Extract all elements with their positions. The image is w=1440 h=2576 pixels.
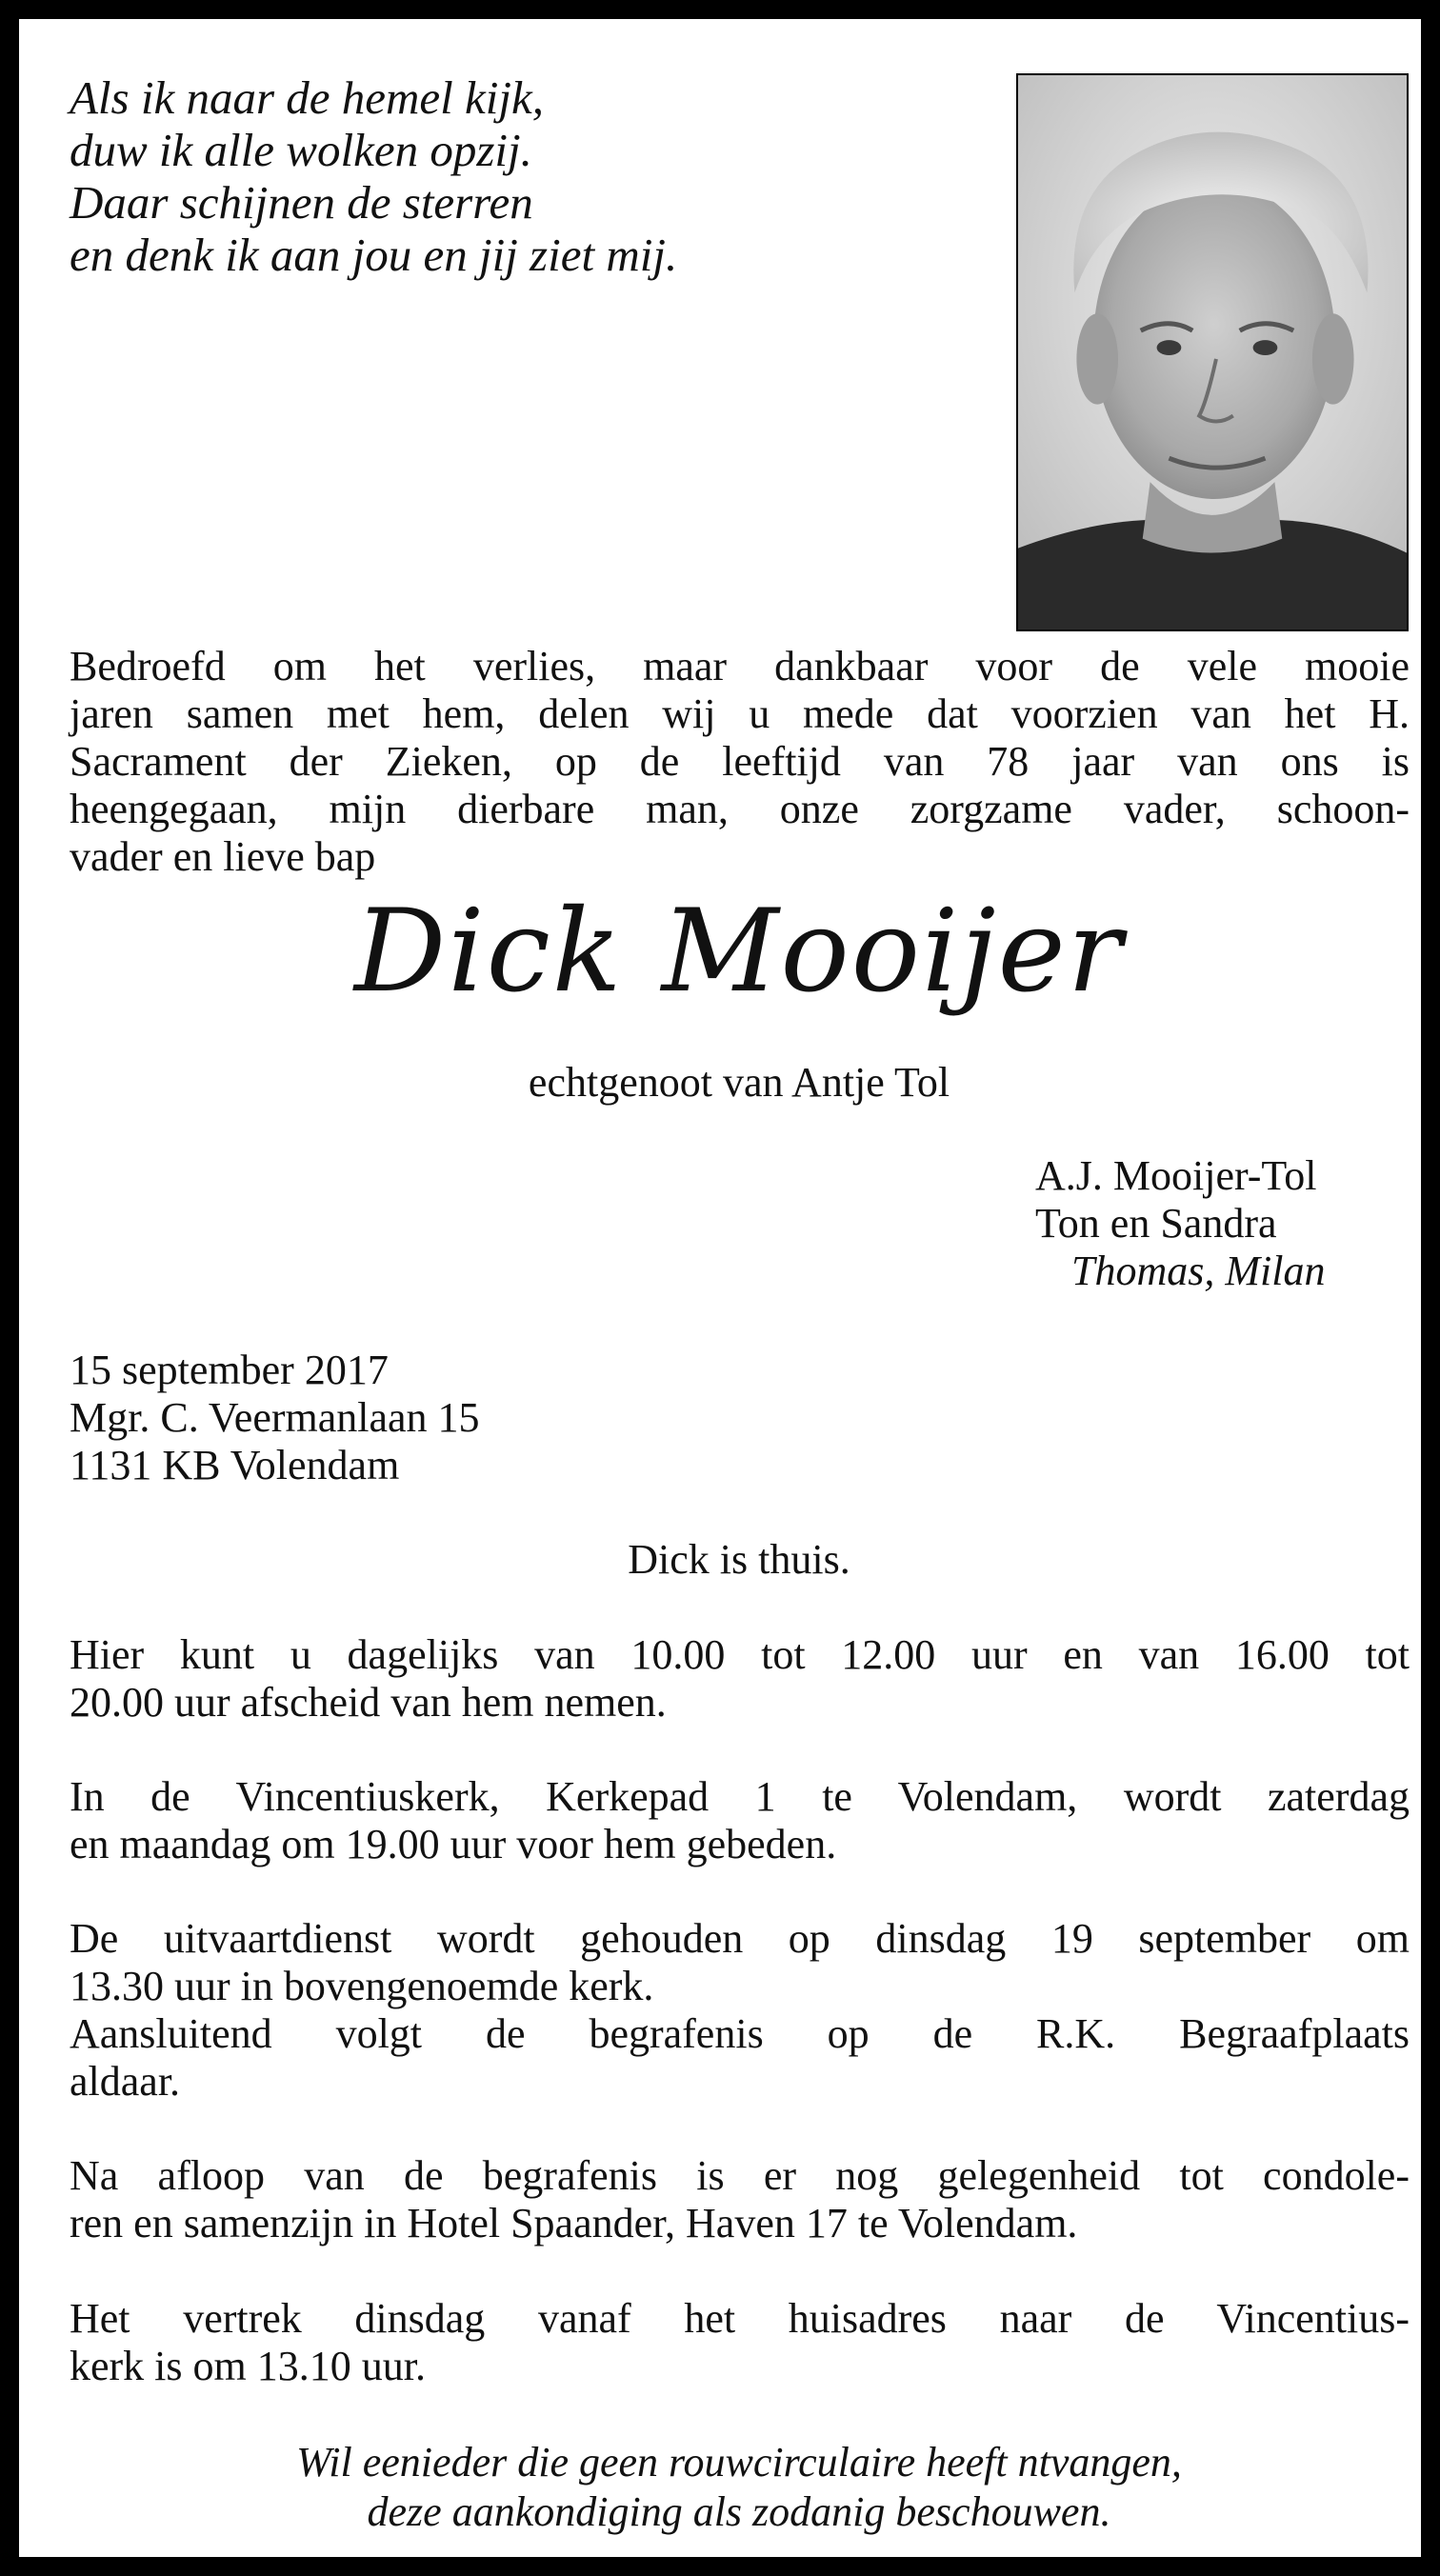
footer-note [19,2438,1440,2537]
prayer-paragraph [70,1773,1410,1868]
intro-line: heengegaan, mijn dierbare man, onze zorgzame vader, schoon- [70,786,1410,832]
visiting-line: Hier kunt u dagelijks van 10.00 tot 12.00 uur en van 16.00 tot [70,1631,1410,1678]
poem [70,71,946,281]
street-address: Mgr. C. Veermanlaan 15 [70,1394,480,1441]
departure-line: kerk is om 13.10 uur. [70,2343,426,2389]
thuis-line: Dick is thuis. [628,1536,850,1583]
intro-line: Bedroefd om het verlies, maar dankbaar voor de vele mooie [70,643,1410,689]
service-line: 13.30 uur in bovengenoemde kerk. [70,1963,654,2009]
city-address: 1131 KB Volendam [70,1442,400,1488]
poem-line: en denk ik aan jou en jij ziet mij. [70,229,678,281]
address-block [70,1347,480,1489]
service-paragraph [70,1915,1410,2106]
footer-line: deze aankondiging als zodanig beschouwen. [367,2488,1111,2535]
poem-line: Daar schijnen de sterren [70,176,533,229]
poem-line: Als ik naar de hemel kijk, [70,71,545,124]
departure-line: Het vertrek dinsdag vanaf het huisadres naar de Vincentius- [70,2295,1410,2342]
family-member: Ton en Sandra [1035,1200,1277,1247]
prayer-line: In de Vincentiuskerk, Kerkepad 1 te Volendam, wordt zaterdag [70,1773,1410,1820]
spouse-line: echtgenoot van Antje Tol [528,1059,950,1106]
condolence-paragraph [70,2152,1410,2247]
intro-line: jaren samen met hem, delen wij u mede dat voorzien van het H. [70,690,1410,737]
portrait-photo [1016,73,1409,631]
portrait-image [1018,75,1407,629]
visiting-paragraph [70,1631,1410,1727]
service-line: Aansluitend volgt de begrafenis op de R.K. Begraafplaats [70,2010,1410,2057]
family-member: A.J. Mooijer-Tol [1035,1152,1317,1199]
poem-line: duw ik alle wolken opzij. [70,124,532,176]
family-list [1035,1152,1325,1295]
intro-paragraph [70,643,1410,881]
intro-line: vader en lieve bap [70,833,376,880]
deceased-name: Dick Mooijer [354,886,1124,1018]
condolence-line: ren en samenzijn in Hotel Spaander, Haven 17 te Volendam. [70,2200,1078,2247]
service-line: aldaar. [70,2058,181,2105]
departure-paragraph [70,2295,1410,2390]
footer-line: Wil eenieder die geen rouwcirculaire heeft ntvangen, [296,2439,1182,2486]
condolence-line: Na afloop van de begrafenis is er nog gelegenheid tot condole- [70,2152,1410,2199]
grandchildren: Thomas, Milan [1071,1248,1326,1294]
intro-line: Sacrament der Zieken, op de leeftijd van 78 jaar van ons is [70,738,1410,785]
notice-date: 15 september 2017 [70,1347,389,1393]
prayer-line: en maandag om 19.00 uur voor hem gebeden. [70,1821,837,1867]
service-line: De uitvaartdienst wordt gehouden op dinsdag 19 september om [70,1915,1410,1962]
visiting-line: 20.00 uur afscheid van hem nemen. [70,1679,667,1726]
